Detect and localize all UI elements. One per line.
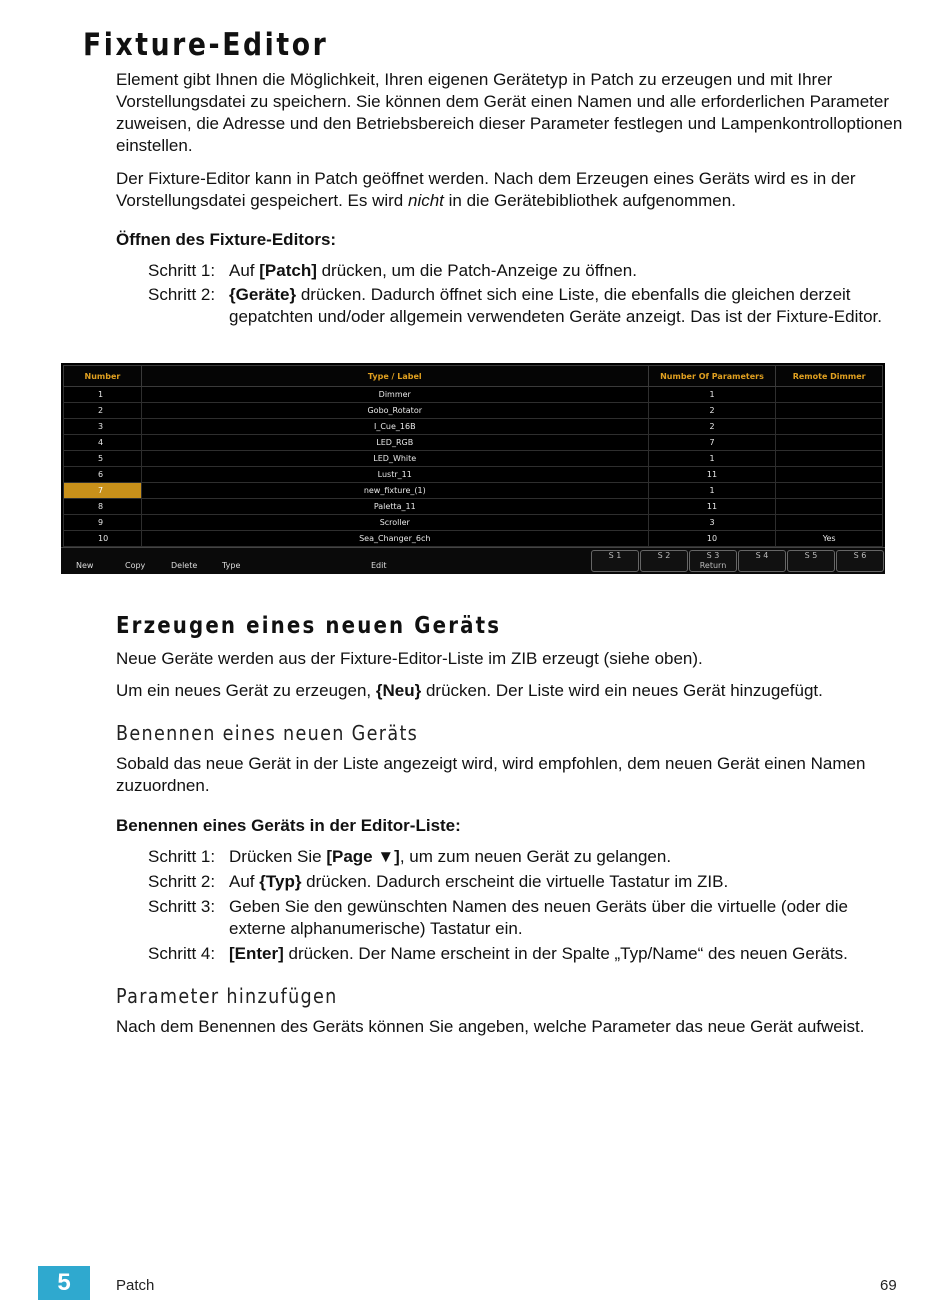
softkey-delete[interactable]: Delete [171, 561, 198, 570]
softkey-bar [61, 547, 885, 574]
page-number: 69 [880, 1277, 897, 1294]
cell-parameters: 2 [648, 403, 776, 419]
cell-remote-dimmer: Yes [776, 531, 883, 547]
table-row[interactable] [64, 451, 883, 467]
skey-s5[interactable]: S 5 [787, 550, 835, 572]
table-row[interactable] [64, 403, 883, 419]
cell-parameters: 1 [648, 387, 776, 403]
table-row[interactable] [64, 515, 883, 531]
softkey-new[interactable]: New [76, 561, 94, 570]
cell-number: 1 [64, 387, 142, 403]
cell-type-label: Gobo_Rotator [141, 403, 648, 419]
cell-type-label: LED_RGB [141, 435, 648, 451]
create-paragraph-1: Neue Geräte werden aus der Fixture-Editor-Liste im ZIB erzeugt (siehe oben). [116, 649, 703, 668]
skey-s3[interactable]: S 3 Return [689, 550, 737, 572]
naming-step-1: Schritt 1: Drücken Sie [Page ▼], um zum neuen Gerät zu gelangen. [148, 847, 672, 866]
cell-parameters: 10 [648, 531, 776, 547]
cell-remote-dimmer [776, 403, 883, 419]
cell-remote-dimmer [776, 483, 883, 499]
cell-number: 8 [64, 499, 142, 515]
table-row[interactable] [64, 467, 883, 483]
naming-step-3: Schritt 3: Geben Sie den gewünschten Namen des neuen Geräts über die virtuelle (oder die externe alphanumerische) Tastatur ein. [148, 897, 848, 938]
params-heading: Parameter hinzufügen [116, 984, 338, 1008]
cell-type-label: Lustr_11 [141, 467, 648, 483]
header-number-of-parameters: Number Of Parameters [648, 366, 776, 387]
skey-s6[interactable]: S 6 [836, 550, 884, 572]
cell-remote-dimmer [776, 467, 883, 483]
chapter-number-badge: 5 [38, 1266, 90, 1300]
cell-parameters: 1 [648, 483, 776, 499]
cell-number: 10 [64, 531, 142, 547]
intro-paragraph-1: Element gibt Ihnen die Möglichkeit, Ihren eigenen Gerätetyp in Patch zu erzeugen und mit Ihrer Vorstellungsdatei zu speichern. Sie können dem Gerät einen Namen und alle erforderlichen Parameter zuweisen, die Adresse und den Betriebsbereich dieser Parameter festlegen und Lampenkontrolloptionen einstellen. [116, 70, 903, 155]
cell-number: 6 [64, 467, 142, 483]
open-heading: Öffnen des Fixture-Editors: [116, 230, 337, 249]
create-heading: Erzeugen eines neuen Geräts [116, 613, 502, 639]
intro-paragraph-2: Der Fixture-Editor kann in Patch geöffnet werden. Nach dem Erzeugen eines Geräts wird es in der Vorstellungsdatei gespeichert. Es wird nicht in die Gerätebibliothek aufgenommen. [116, 169, 856, 210]
fixture-editor-screenshot [61, 363, 885, 573]
softkey-copy[interactable]: Copy [125, 561, 146, 570]
cell-remote-dimmer [776, 435, 883, 451]
cell-type-label: Dimmer [141, 387, 648, 403]
naming-paragraph: Sobald das neue Gerät in der Liste angezeigt wird, wird empfohlen, dem neuen Gerät einen Namen zuzuordnen. [116, 754, 866, 795]
cell-type-label: Paletta_11 [141, 499, 648, 515]
cell-number: 2 [64, 403, 142, 419]
header-number: Number [64, 366, 142, 387]
skey-s4[interactable]: S 4 [738, 550, 786, 572]
table-row[interactable] [64, 499, 883, 515]
naming-step-2: Schritt 2: Auf {Typ} drücken. Dadurch erscheint die virtuelle Tastatur im ZIB. [148, 872, 729, 891]
header-type-label: Type / Label [141, 366, 648, 387]
header-remote-dimmer: Remote Dimmer [776, 366, 883, 387]
naming-heading: Benennen eines neuen Geräts [116, 721, 419, 745]
cell-remote-dimmer [776, 419, 883, 435]
cell-parameters: 11 [648, 499, 776, 515]
page-title: Fixture-Editor [83, 27, 329, 63]
cell-parameters: 1 [648, 451, 776, 467]
cell-number: 9 [64, 515, 142, 531]
cell-parameters: 11 [648, 467, 776, 483]
table-row[interactable] [64, 483, 883, 499]
cell-type-label: I_Cue_16B [141, 419, 648, 435]
cell-number: 3 [64, 419, 142, 435]
skey-return-label: Return [699, 561, 727, 570]
softkey-type[interactable]: Type [222, 561, 241, 570]
table-row[interactable] [64, 419, 883, 435]
italic-nicht: nicht [408, 191, 444, 210]
cell-number: 7 [64, 483, 142, 499]
cell-remote-dimmer [776, 387, 883, 403]
fixture-table [63, 365, 883, 547]
params-paragraph: Nach dem Benennen des Geräts können Sie angeben, welche Parameter das neue Gerät aufweist. [116, 1017, 865, 1036]
cell-type-label: LED_White [141, 451, 648, 467]
create-paragraph-2: Um ein neues Gerät zu erzeugen, {Neu} drücken. Der Liste wird ein neues Gerät hinzugefügt. [116, 681, 823, 700]
cell-type-label: Sea_Changer_6ch [141, 531, 648, 547]
cell-parameters: 2 [648, 419, 776, 435]
open-step-2: Schritt 2: {Geräte} drücken. Dadurch öffnet sich eine Liste, die ebenfalls die gleichen derzeit gepatchten und/oder allgemein verwendeten Geräte anzeigt. Das ist der Fixture-Editor. [148, 285, 882, 326]
cell-remote-dimmer [776, 451, 883, 467]
cell-parameters: 7 [648, 435, 776, 451]
cell-remote-dimmer [776, 499, 883, 515]
cell-remote-dimmer [776, 515, 883, 531]
cell-type-label: Scroller [141, 515, 648, 531]
table-row[interactable] [64, 387, 883, 403]
naming-subheading: Benennen eines Geräts in der Editor-Liste: [116, 816, 461, 835]
table-row[interactable] [64, 435, 883, 451]
skey-s1[interactable]: S 1 [591, 550, 639, 572]
footer-section: Patch [116, 1277, 155, 1294]
cell-type-label: new_fixture_(1) [141, 483, 648, 499]
table-row[interactable] [64, 531, 883, 547]
open-step-1: Schritt 1: Auf [Patch] drücken, um die Patch-Anzeige zu öffnen. [148, 261, 637, 280]
cell-number: 4 [64, 435, 142, 451]
softkey-edit[interactable]: Edit [371, 561, 387, 570]
skey-s2[interactable]: S 2 [640, 550, 688, 572]
cell-parameters: 3 [648, 515, 776, 531]
naming-step-4: Schritt 4: [Enter] drücken. Der Name erscheint in der Spalte „Typ/Name“ des neuen Geräts. [148, 944, 848, 963]
cell-number: 5 [64, 451, 142, 467]
